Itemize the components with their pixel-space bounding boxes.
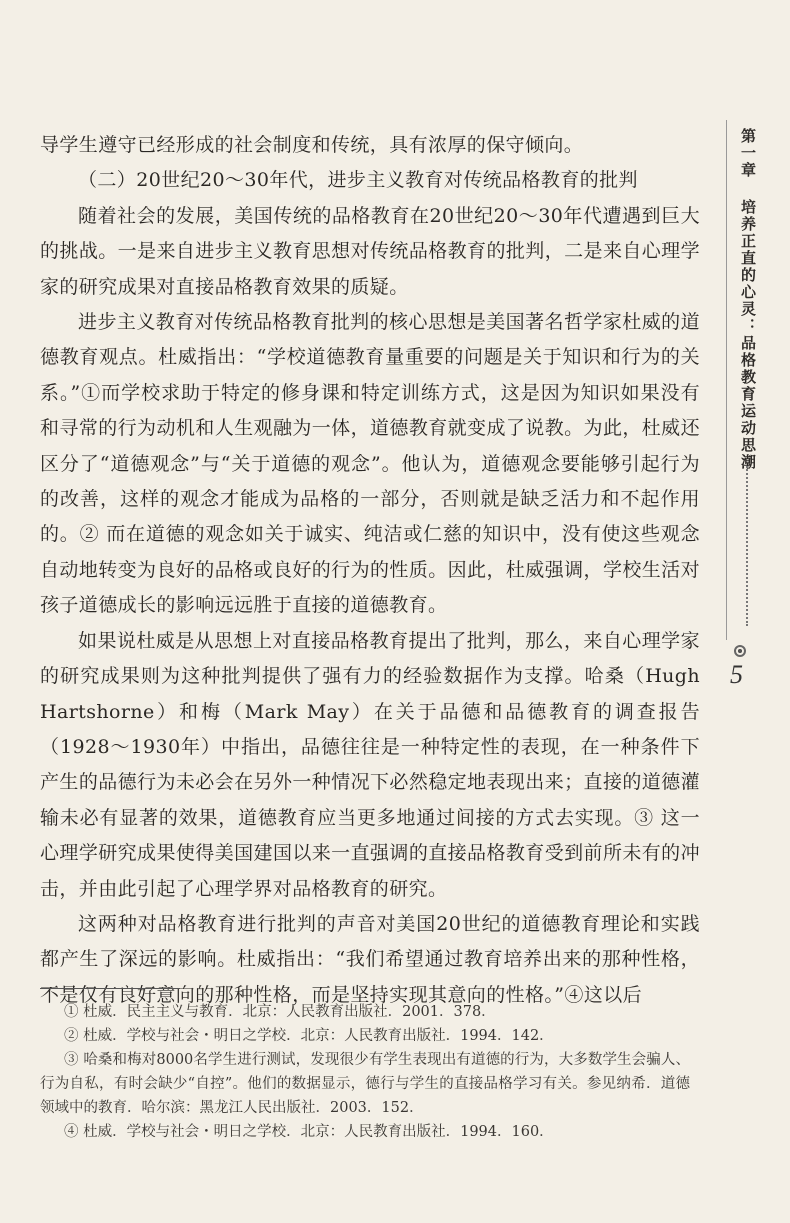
running-head	[728, 128, 768, 518]
paragraph-continuation: 导学生遵守已经形成的社会制度和传统，具有浓厚的保守倾向。	[40, 134, 584, 156]
footnote-1: ① 杜威．民主主义与教育．北京：人民教育出版社．2001．378．	[64, 1004, 496, 1020]
footnote-2: ② 杜威．学校与社会・明日之学校．北京：人民教育出版社．1994．142．	[64, 1028, 554, 1044]
paragraph: 如果说杜威是从思想上对直接品格教育提出了批判，那么，来自心理学家的研究成果则为这种批判提供了强有力的经验数据作为支撑。哈桑（Hugh Hartshorne）和梅（Mark May）在关于品德和品德教育的调查报告（1928～1930年）中指出，品德往往是一种特定性的表现，在一种条件下产生的品德行为未必会在另外一种情况下必然稳定地表现出来；直接的道德灌输未必有显著的效果，道德教育应当更多地通过间接的方式去实现。③ 这一心理学研究成果使得美国建国以来一直强调的直接品格教育受到前所未有的冲击，并由此引起了心理学界对品格教育的研究。	[40, 629, 700, 900]
leader-dots	[746, 466, 748, 626]
footnotes	[40, 1000, 690, 1144]
page-marker-icon	[734, 645, 746, 657]
paragraph: 这两种对品格教育进行批判的声音对美国20世纪的道德教育理论和实践都产生了深远的影响。杜威指出：“我们希望通过教育培养出来的那种性格，不是仅有良好意向的那种性格，而是坚持实现其意向的性格。”④这以后	[40, 912, 700, 1006]
paragraph: 进步主义教育对传统品格教育批判的核心思想是美国著名哲学家杜威的道德教育观点。杜威指出：“学校道德教育量重要的问题是关于知识和行为的关系。”①而学校求助于特定的修身课和特定训练方式，这是因为知识如果没有和寻常的行为动机和人生观融为一体，道德教育就变成了说教。为此，杜威还区分了“道德观念”与“关于道德的观念”。他认为，道德观念要能够引起行为的改善，这样的观念才能成为品格的一部分，否则就是缺乏活力和不起作用的。② 而在道德的观念如关于诚实、纯洁或仁慈的知识中，没有使这些观念自动地转变为良好的品格或良好的行为的性质。因此，杜威强调，学校生活对孩子道德成长的影响远远胜于直接的道德教育。	[40, 311, 700, 617]
paragraph: 随着社会的发展，美国传统的品格教育在20世纪20～30年代遭遇到巨大的挑战。一是来自进步主义教育思想对传统品格教育的批判，二是来自心理学家的研究成果对直接品格教育效果的质疑。	[40, 204, 700, 298]
margin-rule	[726, 120, 727, 640]
footnote-3: ③ 哈桑和梅对8000名学生进行测试，发现很少有学生表现出有道德的行为，大多数学生会骗人、行为自私，有时会缺少“自控”。他们的数据显示，德行与学生的直接品格学习有关。参见纳希．道德领域中的教育．哈尔滨：黑龙江人民出版社．2003．152．	[40, 1052, 690, 1116]
footnote-divider	[40, 988, 180, 989]
chapter-heading: 第一章 培养正直的心灵：品格教育运动思潮	[739, 128, 757, 471]
page-number: 5	[730, 660, 743, 689]
body-text	[40, 128, 700, 1013]
section-heading: （二）20世纪20～30年代，进步主义教育对传统品格教育的批判	[78, 169, 638, 192]
footnote-4: ④ 杜威．学校与社会・明日之学校．北京：人民教育出版社．1994．160．	[64, 1124, 554, 1140]
